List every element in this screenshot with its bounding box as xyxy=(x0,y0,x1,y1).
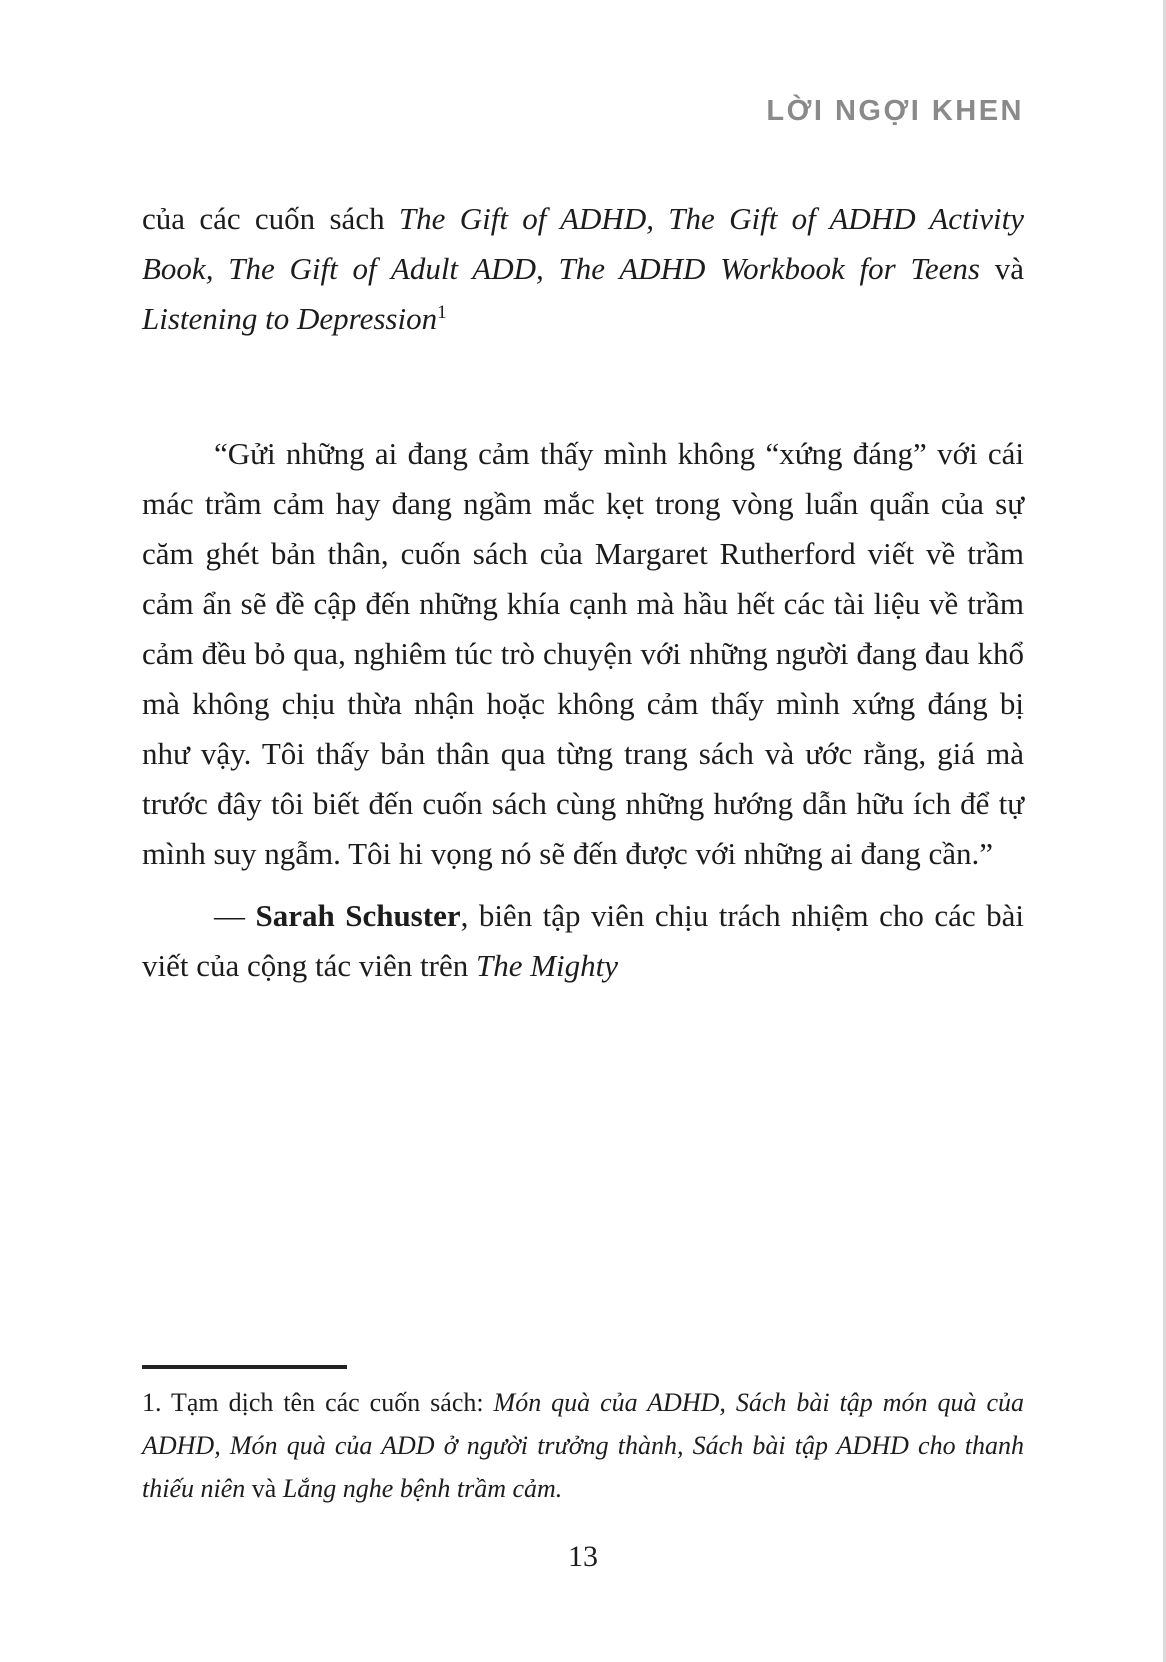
page-number: 13 xyxy=(568,1540,598,1573)
book-list-paragraph: của các cuốn sách The Gift of ADHD, The Gift of ADHD Activity Book, The Gift of Adult ADD, The ADHD Workbook for Teens và Listening to Depression$^1$ xyxy=(142,200,1024,336)
footnote-separator-rule xyxy=(142,1365,347,1369)
endorsement-quote-paragraph: “Gửi những ai đang cảm thấy mình không “xứng đáng” với cái mác trầm cảm hay đang ngầm mắc kẹt trong vòng luẩn quẩn của sự căm ghét bản thân, cuốn sách của Margaret Rutherford viết về trầm cảm ẩn sẽ đề cập đến những khía cạnh mà hầu hết các tài liệu về trầm cảm đều bỏ qua, nghiêm túc trò chuyện với những người đang đau khổ mà không chịu thừa nhận hoặc không cảm thấy mình xứng đáng bị như vậy. Tôi thấy bản thân qua từng trang sách và ước rằng, giá mà trước đây tôi biết đến cuốn sách cùng những hướng dẫn hữu ích để tự mình suy ngẫm. Tôi hi vọng nó sẽ đến được với những ai đang cần.” xyxy=(142,435,1024,871)
footnote-text: 1. Tạm dịch tên các cuốn sách: Món quà của ADHD, Sách bài tập món quà của ADHD, Món quà của ADD ở người trưởng thành, Sách bài tập ADHD cho thanh thiếu niên và Lắng nghe bệnh trầm cảm. xyxy=(142,1388,1024,1503)
quote-attribution: — Sarah Schuster, biên tập viên chịu trách nhiệm cho các bài viết của cộng tác viên trên The Mighty xyxy=(142,897,1024,983)
running-head-praise: LỜI NGỢI KHEN xyxy=(766,95,1024,127)
page-footer xyxy=(142,1365,1024,1662)
